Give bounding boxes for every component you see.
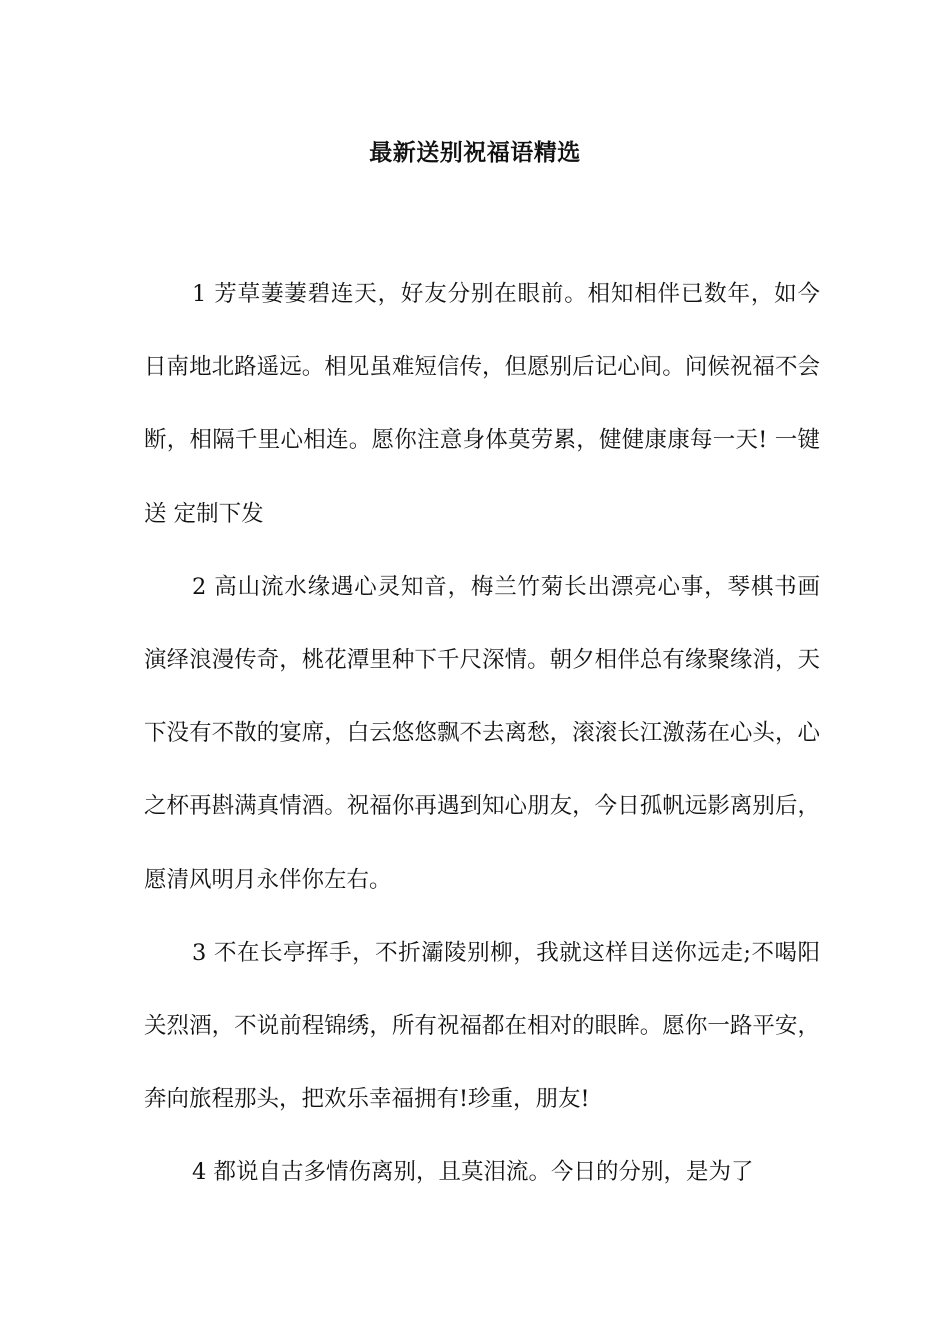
document-body: [144, 258, 820, 1210]
paragraph-4: 4 都说自古多情伤离别，且莫泪流。今日的分别，是为了: [192, 1159, 754, 1186]
paragraph-2: 2 高山流水缘遇心灵知音，梅兰竹菊长出漂亮心事，琴棋书画演绎浪漫传奇，桃花潭里种下千尺深情。朝夕相伴总有缘聚缘消，天下没有不散的宴席，白云悠悠飘不去离愁，滚滚长江激荡在心头，心之杯再斟满真情酒。祝福你再遇到知心朋友，今日孤帆远影离别后，愿清风明月永伴你左右。: [144, 573, 820, 893]
document-title: 最新送别祝福语精选: [369, 139, 581, 166]
paragraph-3: 3 不在长亭挥手，不折灞陵别柳，我就这样目送你远走;不喝阳关烈酒，不说前程锦绣，所有祝福都在相对的眼眸。愿你一路平安，奔向旅程那头，把欢乐幸福拥有!珍重，朋友!: [144, 939, 820, 1113]
paragraph-1: 1 芳草萋萋碧连天，好友分别在眼前。相知相伴已数年，如今日南地北路遥远。相见虽难短信传，但愿别后记心间。问候祝福不会断，相隔千里心相连。愿你注意身体莫劳累，健健康康每一天! 一键送 定制下发: [144, 281, 820, 527]
